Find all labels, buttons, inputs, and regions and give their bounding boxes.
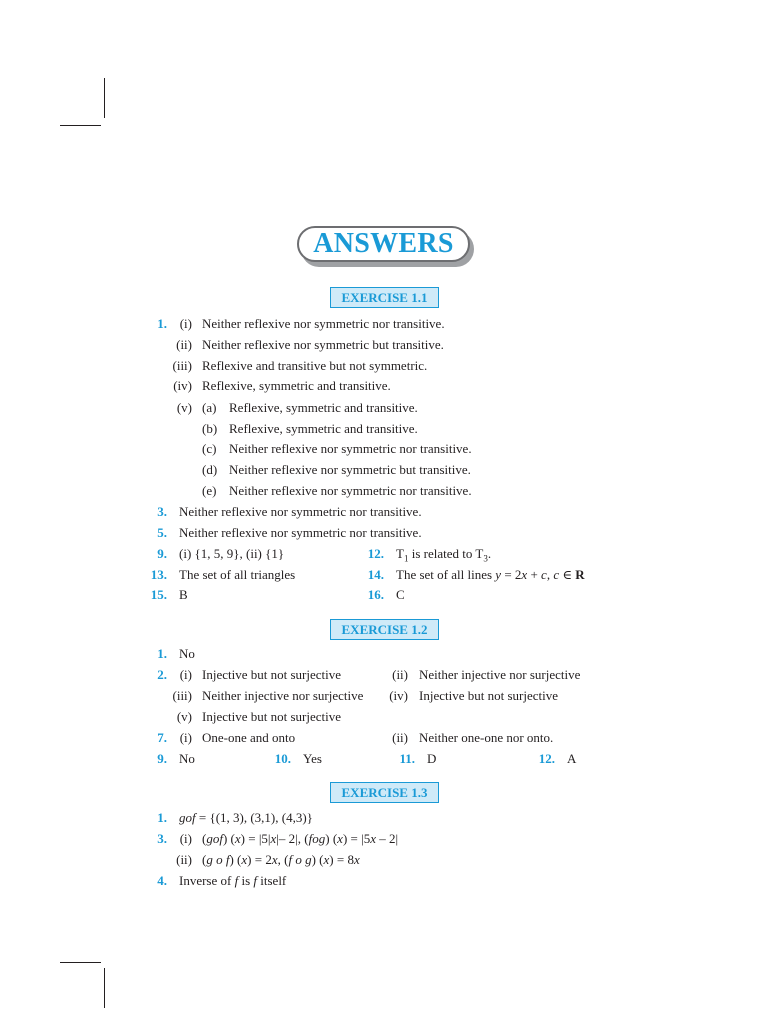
ex3-q3-i-answer: (gof) (x) = |5|x|– 2|, (fog) (x) = |5x – 2| — [202, 831, 399, 846]
ex2-q2-iv-label: (iv) — [389, 688, 408, 703]
ex1-q1-ii-answer: Neither reflexive nor symmetric but transitive. — [202, 337, 444, 352]
ex1-q13-answer: The set of all triangles — [179, 567, 296, 582]
ex2-q12-answer: A — [567, 751, 577, 766]
ex1-q1-vc-answer: Neither reflexive nor symmetric nor transitive. — [229, 441, 472, 456]
ex3-q4-number: 4. — [157, 873, 167, 888]
crop-mark-bottom-horizontal — [60, 962, 101, 963]
ex1-q1-ve-label: (e) — [202, 483, 217, 498]
exercise-1-3-heading: EXERCISE 1.3 — [330, 782, 439, 803]
ex2-q2-number: 2. — [157, 667, 167, 682]
ex2-q2-ii-answer: Neither injective nor surjective — [419, 667, 581, 682]
ex1-q9-answer: (i) {1, 5, 9}, (ii) {1} — [179, 546, 285, 561]
ex2-q2-i-answer: Injective but not surjective — [202, 667, 341, 682]
ex2-q10-number: 10. — [274, 751, 291, 766]
ex1-q3-answer: Neither reflexive nor symmetric nor transitive. — [179, 504, 422, 519]
ex3-q4-answer: Inverse of f is f itself — [179, 873, 287, 888]
ex2-q2-v-answer: Injective but not surjective — [202, 709, 341, 724]
ex1-q1-i-answer: Neither reflexive nor symmetric nor transitive. — [202, 316, 445, 331]
ex2-q10-answer: Yes — [303, 751, 322, 766]
ex2-q9-number: 9. — [157, 751, 167, 766]
exercise-1-2-heading: EXERCISE 1.2 — [330, 619, 439, 640]
ex1-q1-ii-label: (ii) — [176, 337, 192, 352]
ex1-q1-vc-label: (c) — [202, 441, 217, 456]
ex1-q12-number: 12. — [367, 546, 384, 561]
ex2-q7-ii-label: (ii) — [392, 730, 408, 745]
ex3-q3-ii-label: (ii) — [176, 852, 192, 867]
ex1-q9-number: 9. — [157, 546, 167, 561]
ex1-q14-number: 14. — [367, 567, 384, 582]
ex2-q2-iv-answer: Injective but not surjective — [419, 688, 558, 703]
ex1-q1-vb-answer: Reflexive, symmetric and transitive. — [229, 421, 418, 436]
ex2-q11-answer: D — [427, 751, 437, 766]
ex1-q5-answer: Neither reflexive nor symmetric nor transitive. — [179, 525, 422, 540]
crop-mark-bottom-vertical — [104, 968, 105, 1008]
ex1-q1-ve-answer: Neither reflexive nor symmetric nor transitive. — [229, 483, 472, 498]
ex1-q1-vd-label: (d) — [202, 462, 218, 477]
ex1-q1-number: 1. — [157, 316, 167, 331]
ex1-q16-number: 16. — [367, 587, 384, 602]
ex2-q1-number: 1. — [157, 646, 167, 661]
ex1-q16-answer: C — [396, 587, 405, 602]
ex1-q13-number: 13. — [150, 567, 167, 582]
ex3-q1-number: 1. — [157, 810, 167, 825]
ex2-q1-answer: No — [179, 646, 195, 661]
ex1-q1-iii-label: (iii) — [172, 358, 192, 373]
exercise-1-1-heading: EXERCISE 1.1 — [330, 287, 439, 308]
ex3-q1-answer: gof = {(1, 3), (3,1), (4,3)} — [179, 810, 313, 825]
ex2-q2-ii-label: (ii) — [392, 667, 408, 682]
ex2-q7-ii-answer: Neither one-one nor onto. — [419, 730, 554, 745]
ex2-q11-number: 11. — [399, 751, 415, 766]
ex3-q3-i-label: (i) — [179, 831, 192, 846]
crop-mark-top-horizontal — [60, 125, 101, 126]
ex1-q1-iv-label: (iv) — [173, 378, 192, 393]
ex1-q1-v-label: (v) — [176, 400, 192, 415]
ex1-q14-answer: The set of all lines y = 2x + c, c ∈ R — [396, 567, 585, 582]
ex3-q3-ii-answer: (g o f) (x) = 2x, (f o g) (x) = 8x — [202, 852, 360, 867]
ex1-q1-va-answer: Reflexive, symmetric and transitive. — [229, 400, 418, 415]
page-title: ANSWERS — [313, 228, 454, 259]
ex1-q1-va-label: (a) — [202, 400, 217, 415]
ex1-q15-answer: B — [179, 587, 188, 602]
page-title-badge — [297, 226, 470, 262]
ex1-q3-number: 3. — [157, 504, 167, 519]
crop-mark-top-vertical — [104, 78, 105, 118]
ex2-q7-number: 7. — [157, 730, 167, 745]
ex3-q3-number: 3. — [157, 831, 167, 846]
ex1-q5-number: 5. — [157, 525, 167, 540]
ex2-q2-v-label: (v) — [176, 709, 192, 724]
ex1-q1-iv-answer: Reflexive, symmetric and transitive. — [202, 378, 391, 393]
ex2-q7-i-label: (i) — [179, 730, 192, 745]
ex2-q2-i-label: (i) — [179, 667, 192, 682]
ex2-q7-i-answer: One-one and onto — [202, 730, 296, 745]
ex2-q2-iii-label: (iii) — [172, 688, 192, 703]
ex2-q2-iii-answer: Neither injective nor surjective — [202, 688, 364, 703]
ex2-q12-number: 12. — [538, 751, 555, 766]
ex1-q15-number: 15. — [150, 587, 167, 602]
ex1-q1-vd-answer: Neither reflexive nor symmetric but transitive. — [229, 462, 471, 477]
ex1-q1-iii-answer: Reflexive and transitive but not symmetric. — [202, 358, 428, 373]
ex1-q1-i-label: (i) — [179, 316, 192, 331]
ex2-q9-answer: No — [179, 751, 195, 766]
ex1-q12-answer: $T_1$ is related to $T_3$. — [396, 546, 492, 564]
ex1-q1-vb-label: (b) — [202, 421, 218, 436]
